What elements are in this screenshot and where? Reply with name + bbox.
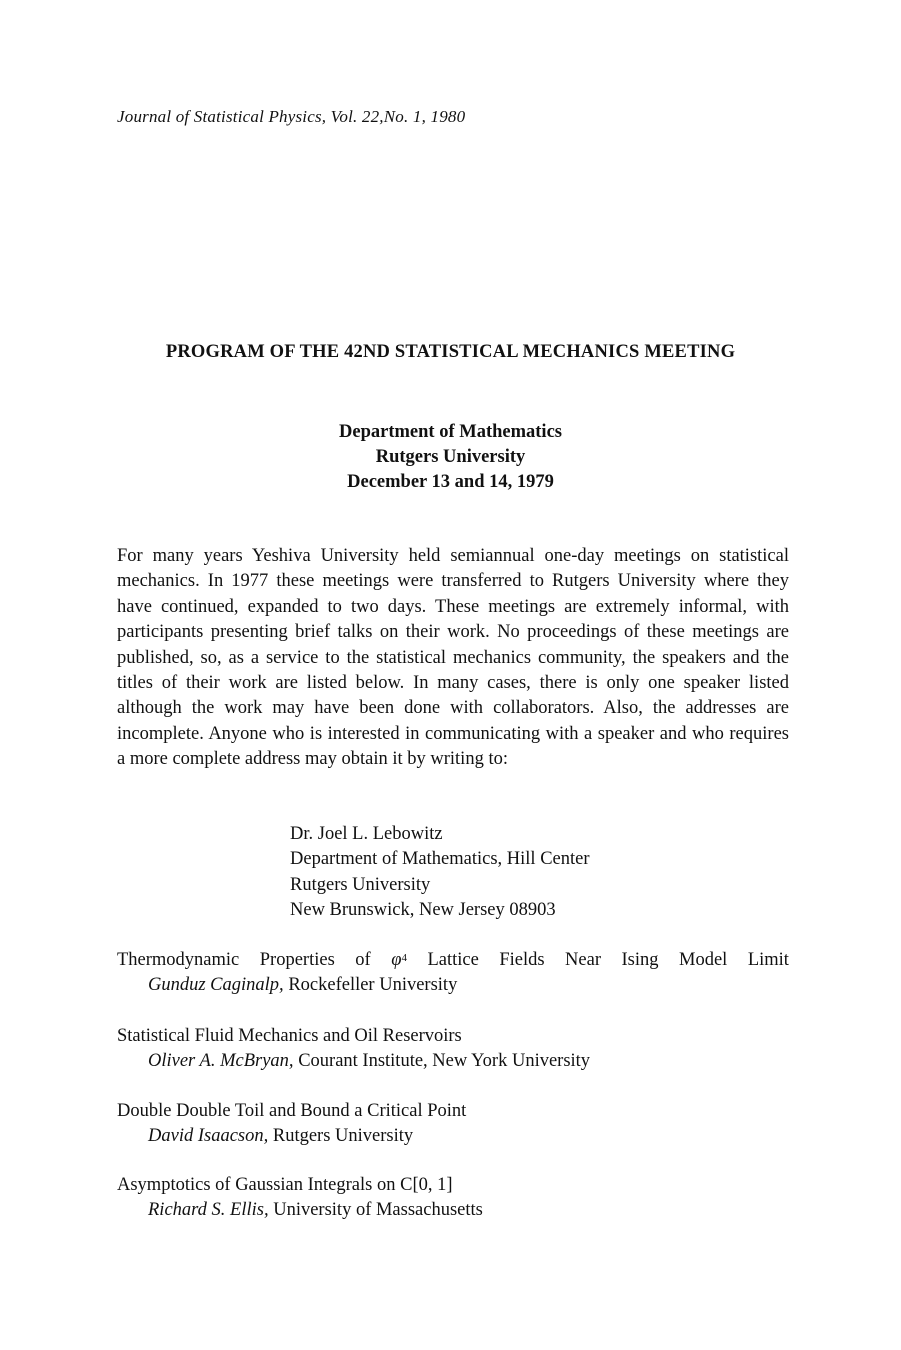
speaker-affiliation: University of Massachusetts [273,1200,483,1220]
venue-department: Department of Mathematics [339,422,562,442]
talk-speaker-line [117,973,789,998]
address-university: Rutgers University [290,874,431,895]
talk-title: Statistical Fluid Mechanics and Oil Reservoirs [117,1026,462,1046]
speaker-name: Gunduz Caginalp, [148,975,284,995]
title-word: Limit [747,950,789,970]
address-city: New Brunswick, New Jersey 08903 [290,900,556,921]
phi-glyph: φ [391,950,402,970]
phi-symbol [391,948,407,973]
phi-exponent: 4 [401,952,407,964]
speaker-affiliation: Rockefeller University [288,975,458,995]
venue-dates: December 13 and 14, 1979 [347,472,554,492]
running-head: Journal of Statistical Physics, Vol. 22,No. 1, 1980 [117,107,466,126]
contact-address [290,822,590,924]
talk-entry [117,1024,789,1074]
speaker-name: David Isaacson, [148,1126,269,1146]
title-word: Lattice [427,950,479,970]
speaker-name: Richard S. Ellis, [148,1200,269,1220]
page-title: PROGRAM OF THE 42ND STATISTICAL MECHANICS MEETING [165,342,736,362]
talk-entry [117,1173,789,1223]
title-word: Properties [259,950,335,970]
intro-paragraph: For many years Yeshiva University held semiannual one-day meetings on statistical mechanics. In 1977 these meetings were transferred to Rutgers University where they have continued, expanded to two days. These meetings are extremely informal, with participants presenting brief talks on their work. No proceedings of these meetings are published, so, as a service to the statistical mechanics community, the speakers and the titles of their work are listed below. In many cases, there is only one speaker listed although the work may have been done with collaborators. Also, the addresses are incomplete. Anyone who is interested in communicating with a speaker and who requires a more complete address may obtain it by writing to: [117,546,789,770]
speaker-affiliation: Rutgers University [272,1126,414,1146]
title-word: Near [565,950,601,970]
title-word: Model [679,950,728,970]
talk-speaker-line [117,1124,789,1149]
venue-university: Rutgers University [375,447,526,467]
talk-entry [117,1099,789,1149]
title-word: Thermodynamic [117,950,240,970]
speaker-affiliation: Courant Institute, New York University [298,1051,591,1071]
talk-title: Double Double Toil and Bound a Critical Point [117,1101,467,1121]
talk-speaker-line [117,1049,789,1074]
talk-title: Asymptotics of Gaussian Integrals on C[0, 1] [117,1175,453,1195]
talk-speaker-line [117,1198,789,1223]
venue-block [0,420,901,495]
title-word: Fields [499,950,545,970]
speaker-name: Oliver A. McBryan, [148,1051,294,1071]
title-word: Ising [621,950,659,970]
address-name: Dr. Joel L. Lebowitz [290,824,443,844]
title-word: of [355,950,371,970]
address-department: Department of Mathematics, Hill Center [290,849,590,870]
talk-title [117,948,789,973]
talk-entry [117,948,789,998]
